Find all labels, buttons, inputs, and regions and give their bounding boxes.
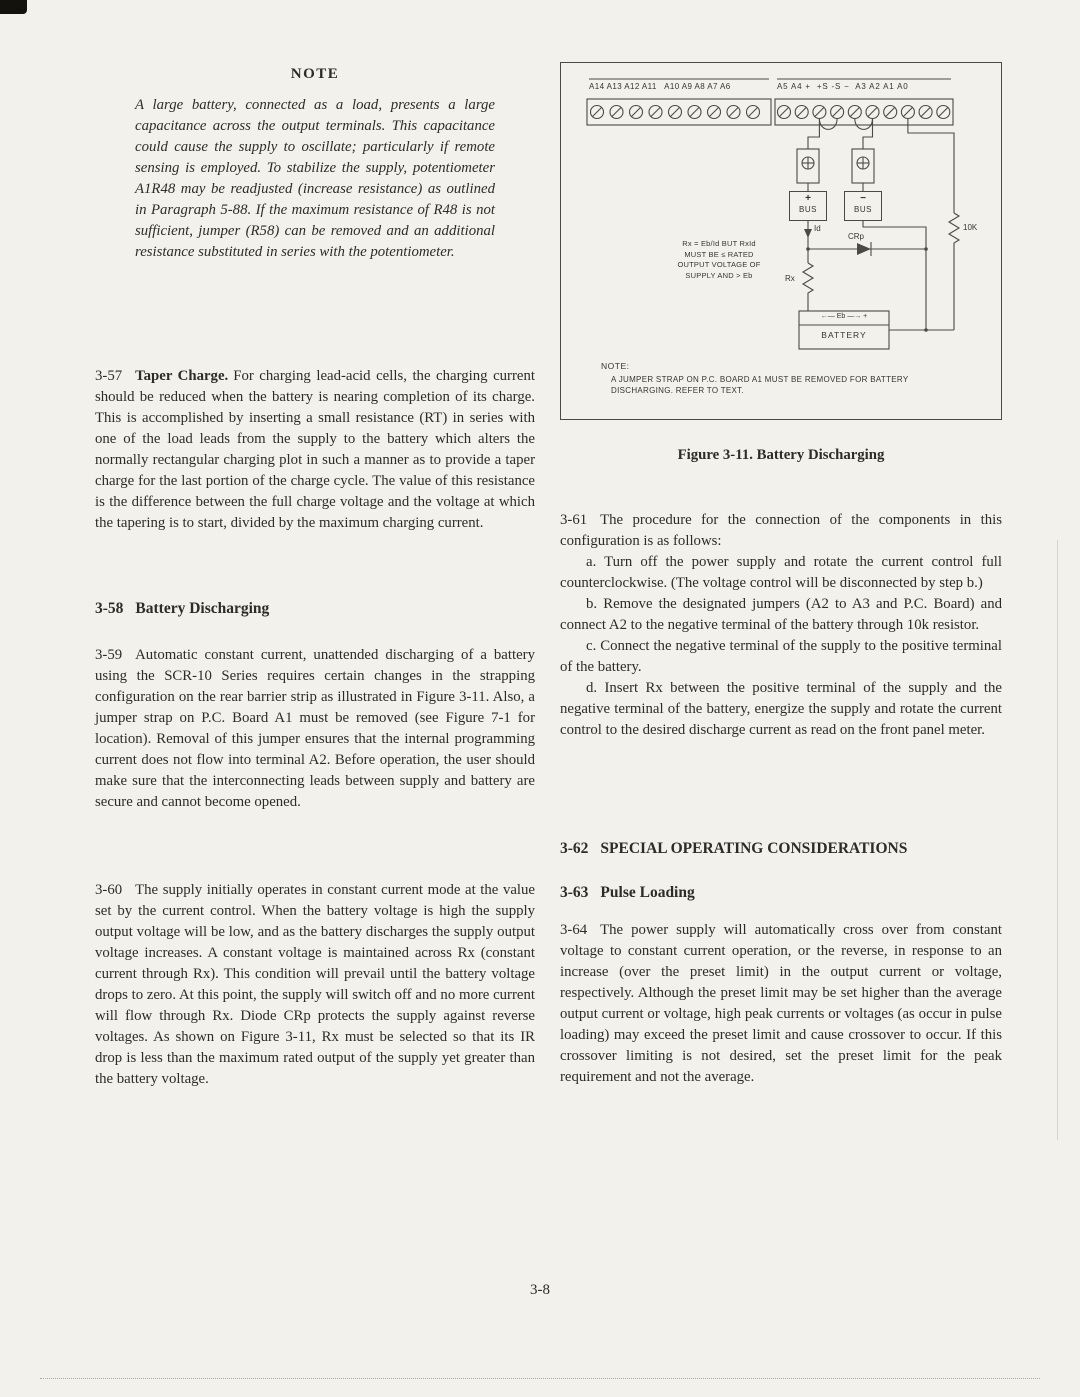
scan-corner-mark <box>0 0 27 14</box>
heading-text: Pulse Loading <box>600 884 695 901</box>
id-current-label: Id <box>814 224 821 233</box>
procedure-step-d: d. Insert Rx between the positive terminal of the supply and the negative terminal of the battery, energize the supply and rotate the current control to the desired discharge current as read on the front panel meter. <box>560 680 1002 738</box>
minus-sign: − <box>860 193 866 204</box>
formula-line-1: Rx = Eb/Id BUT RxId <box>682 239 756 248</box>
paragraph-3-61 <box>560 510 1002 552</box>
minus-bus-box <box>844 191 882 221</box>
bus-label: BUS <box>854 205 872 214</box>
paragraph-3-60 <box>95 880 535 1090</box>
paragraph-text: The procedure for the connection of the components in this configuration is as follows: <box>560 512 1002 549</box>
paragraph-3-57 <box>95 366 535 534</box>
paragraph-text: The supply initially operates in constant current mode at the value set by the current control. When the battery voltage is high the supply output voltage will be low, and as the battery discharges the supply output voltage increases. A constant voltage is maintained across Rx (constant current through Rx). This condition will prevail until the battery voltage drops to zero. At this point, the supply will switch off and no more current will flow through Rx. Diode CRp protects the supply against reverse voltages. As shown on Figure 3-11, Rx must be selected so that its IR drop is less than the maximum rated output of the supply yet greater than the battery voltage. <box>95 882 535 1087</box>
note-heading: NOTE <box>290 66 340 82</box>
formula-line-4: SUPPLY AND > Eb <box>685 270 753 280</box>
heading-3-58 <box>95 600 269 618</box>
crp-diode-label: CRp <box>848 232 865 241</box>
paragraph-3-59 <box>95 645 535 813</box>
scan-fold-line <box>1057 540 1058 1140</box>
heading-text: SPECIAL OPERATING CONSIDERATIONS <box>600 840 908 857</box>
paragraph-number: 3-57 <box>95 368 123 384</box>
paragraph-text: The power supply will automatically cross over from constant voltage to constant current operation, or the reverse, in response to an increase (over the preset limit) in the output current or voltage, respectively. Although the preset limit may be set higher than the average output current or voltage, high peak currents or voltages (as occur in pulse loading) may exceed the preset limit and cause crossover to occur. If this crossover limiting is not desired, set the preset limit for the peak requirement and not the average. <box>560 922 1002 1085</box>
figure-caption: Figure 3-11. Battery Discharging <box>677 447 885 463</box>
paragraph-number: 3-64 <box>560 922 588 938</box>
rx-formula <box>659 239 779 281</box>
eb-voltage-label: ←— Eb —→ + <box>820 313 868 320</box>
paragraph-number: 3-60 <box>95 882 123 898</box>
paragraph-number: 3-59 <box>95 647 123 663</box>
bus-label: BUS <box>799 205 817 214</box>
figure-3-11 <box>560 62 1002 420</box>
scan-bottom-artifact <box>40 1378 1040 1379</box>
paragraph-number: 3-61 <box>560 512 588 528</box>
page-number: 3-8 <box>530 1282 550 1298</box>
rx-resistor-label: Rx <box>785 274 795 283</box>
heading-3-62 <box>560 840 907 858</box>
formula-line-2: MUST BE ≤ RATED <box>684 249 754 259</box>
paragraph-text: Automatic constant current, unattended discharging of a battery using the SCR-10 Series requires certain changes in the strapping configuration on the rear barrier strip as illustrated in Figure 3-11. Also, a jumper strap on P.C. Board A1 must be removed (see Figure 7-1 for location). Removal of this jumper ensures that the internal programming current does not flow into terminal A2. Before operation, the user should make sure that the interconnecting leads between supply and battery are secure and cannot become opened. <box>95 647 535 810</box>
heading-number: 3-63 <box>560 884 589 901</box>
paragraph-title: Taper Charge. <box>135 368 229 384</box>
procedure-step-a: a. Turn off the power supply and rotate the current control full counterclockwise. (The voltage control will be disconnected by step b.) <box>560 554 1002 591</box>
figure-note-text: A JUMPER STRAP ON P.C. BOARD A1 MUST BE REMOVED FOR BATTERY DISCHARGING. REFER TO TEXT. <box>611 375 909 395</box>
procedure-step-c: c. Connect the negative terminal of the supply to the positive terminal of the battery. <box>560 638 1002 675</box>
terminal-labels-left: A14 A13 A12 A11 A10 A9 A8 A7 A6 <box>589 82 731 91</box>
formula-line-3: OUTPUT VOLTAGE OF <box>677 260 761 269</box>
paragraph-text: For charging lead-acid cells, the charging current should be reduced when the battery is nearing completion of its charge. This is accomplished by inserting a small resistance (RT) in series with one of the load leads from the supply to the battery which alters the normally rectangular charging plot in such a manner as to provide a taper charge for the last portion of the charge cycle. The value of this resistance is the difference between the full charge voltage and the voltage at which the tapering is to start, divided by the maximum charging current. <box>95 368 535 531</box>
heading-number: 3-62 <box>560 840 589 857</box>
heading-text: Battery Discharging <box>135 600 270 617</box>
plus-sign: + <box>805 193 811 204</box>
procedure-step-b: b. Remove the designated jumpers (A2 to A3 and P.C. Board) and connect A2 to the negative terminal of the battery through 10k resistor. <box>560 596 1002 633</box>
heading-3-63 <box>560 884 695 902</box>
figure-note-heading: NOTE: <box>601 361 630 371</box>
terminal-labels-right: A5 A4 + +S -S − A3 A2 A1 A0 <box>777 82 909 91</box>
right-column <box>560 62 1002 1182</box>
procedure-block <box>560 510 1002 741</box>
note-body: A large battery, connected as a load, presents a large capacitance across the output terminals. This capacitance could cause the supply to oscillate; particularly if remote sensing is employed. To stabilize the supply, potentiometer A1R48 may be readjusted (increase resistance) as outlined in Paragraph 5-88. If the maximum resistance of R48 is not sufficient, jumper (R58) can be removed and an additional resistance substituted in series with the potentiometer. <box>135 97 495 260</box>
10k-resistor-label: 10K <box>963 223 978 232</box>
left-column <box>95 62 535 1182</box>
paragraph-3-64 <box>560 920 1002 1088</box>
plus-bus-box <box>789 191 827 221</box>
heading-number: 3-58 <box>95 600 124 617</box>
battery-label: BATTERY <box>821 330 867 340</box>
